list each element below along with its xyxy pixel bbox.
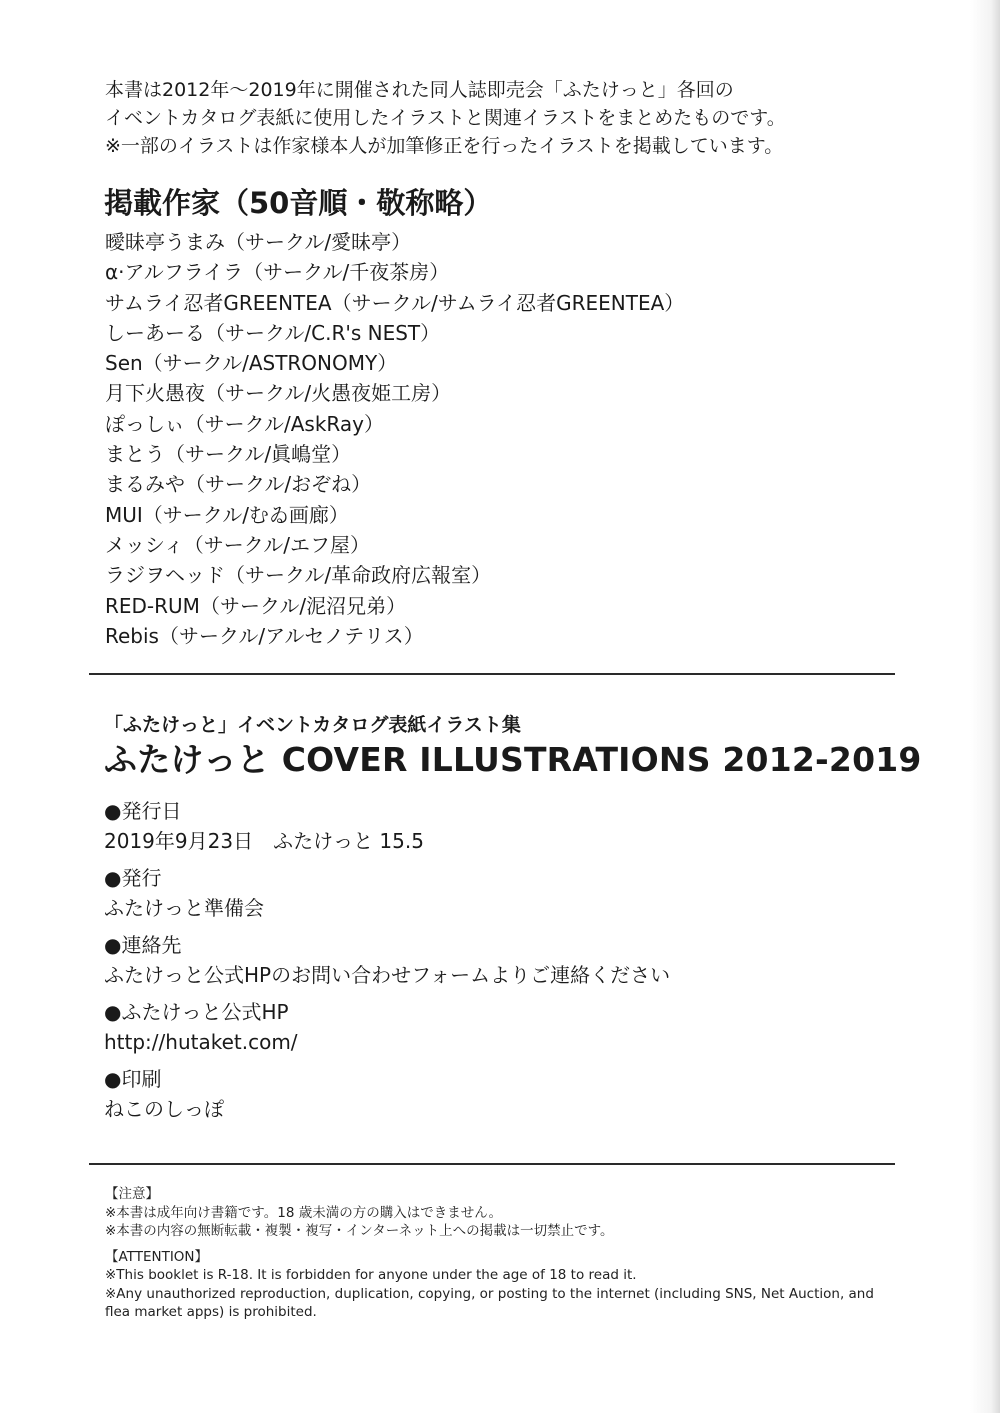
notes-line: ※本書の内容の無断転載・複製・複写・インターネット上への掲載は一切禁止です。 xyxy=(105,1223,614,1239)
colophon-value: ふたけっと準備会 xyxy=(104,896,264,920)
author-entry: Sen（サークル/ASTRONOMY） xyxy=(105,351,398,376)
colophon-item xyxy=(104,796,864,863)
notes-line: ※Any unauthorized reproduction, duplication, copying, or posting to the internet (including SNS, Net Auction, and flea market apps) is prohibited. xyxy=(105,1285,874,1320)
author-entry: α·アルフライラ（サークル/千夜茶房） xyxy=(105,260,450,285)
author-entry: Rebis（サークル/アルセノテリス） xyxy=(105,623,424,648)
colophon-label: ●連絡先 xyxy=(104,933,182,957)
colophon-label: ●印刷 xyxy=(104,1067,162,1091)
page-edge-shadow xyxy=(970,0,1000,1413)
author-entry: まとう（サークル/眞嶋堂） xyxy=(105,442,352,467)
notes-line: ※本書は成年向け書籍です。18 歳未満の方の購入はできません。 xyxy=(105,1204,503,1221)
author-entry: RED-RUM（サークル/泥沼兄弟） xyxy=(105,593,407,618)
colophon-item xyxy=(104,863,864,930)
author-entry: サムライ忍者GREENTEA（サークル/サムライ忍者GREENTEA） xyxy=(105,290,685,315)
notes-gap xyxy=(105,1241,875,1248)
colophon-value: ねこのしっぽ xyxy=(104,1097,224,1121)
author-entry: しーあーる（サークル/C.R's NEST） xyxy=(105,320,441,345)
notes-section xyxy=(105,1185,875,1322)
intro-line: イベントカタログ表紙に使用したイラストと関連イラストをまとめたものです。 xyxy=(105,107,786,129)
colophon xyxy=(104,796,864,1131)
colophon-label: ●発行 xyxy=(104,866,162,890)
notes-line: ※This booklet is R-18. It is forbidden for anyone under the age of 18 to read it. xyxy=(105,1267,637,1283)
authors-list xyxy=(105,227,865,651)
author-entry: MUI（サークル/むゐ画廊） xyxy=(105,502,349,527)
notes-heading-en: 【ATTENTION】 xyxy=(105,1248,209,1265)
colophon-label: ●発行日 xyxy=(104,799,182,823)
colophon-item xyxy=(104,997,864,1064)
intro-text xyxy=(105,76,885,160)
authors-heading: 掲載作家（50音順・敬称略） xyxy=(104,186,493,220)
book-subtitle: 「ふたけっと」イベントカタログ表紙イラスト集 xyxy=(104,714,521,736)
author-entry: ぽっしぃ（サークル/AskRay） xyxy=(105,411,384,436)
author-entry: ラジヲヘッド（サークル/革命政府広報室） xyxy=(105,563,492,588)
website-url: http://hutaket.com/ xyxy=(104,1030,298,1054)
colophon-label: ●ふたけっと公式HP xyxy=(104,1000,289,1024)
author-entry: まるみや（サークル/おぞね） xyxy=(105,472,372,497)
intro-line: ※一部のイラストは作家様本人が加筆修正を行ったイラストを掲載しています。 xyxy=(105,135,784,157)
book-title: ふたけっと COVER ILLUSTRATIONS 2012-2019 xyxy=(104,740,922,779)
colophon-value: ふたけっと公式HPのお問い合わせフォームよりご連絡ください xyxy=(104,963,671,987)
intro-line: 本書は2012年〜2019年に開催された同人誌即売会「ふたけっと」各回の xyxy=(105,79,734,101)
colophon-item xyxy=(104,1064,864,1131)
notes-heading-jp: 【注意】 xyxy=(105,1186,159,1202)
colophon-item xyxy=(104,930,864,997)
author-entry: 曖昧亭うまみ（サークル/愛昧亭） xyxy=(105,230,412,254)
section-divider xyxy=(89,1163,895,1165)
section-divider xyxy=(89,673,895,675)
author-entry: 月下火愚夜（サークル/火愚夜姫工房） xyxy=(105,381,452,406)
author-entry: メッシィ（サークル/エフ屋） xyxy=(105,532,370,557)
colophon-value: 2019年9月23日 ふたけっと 15.5 xyxy=(104,829,424,853)
